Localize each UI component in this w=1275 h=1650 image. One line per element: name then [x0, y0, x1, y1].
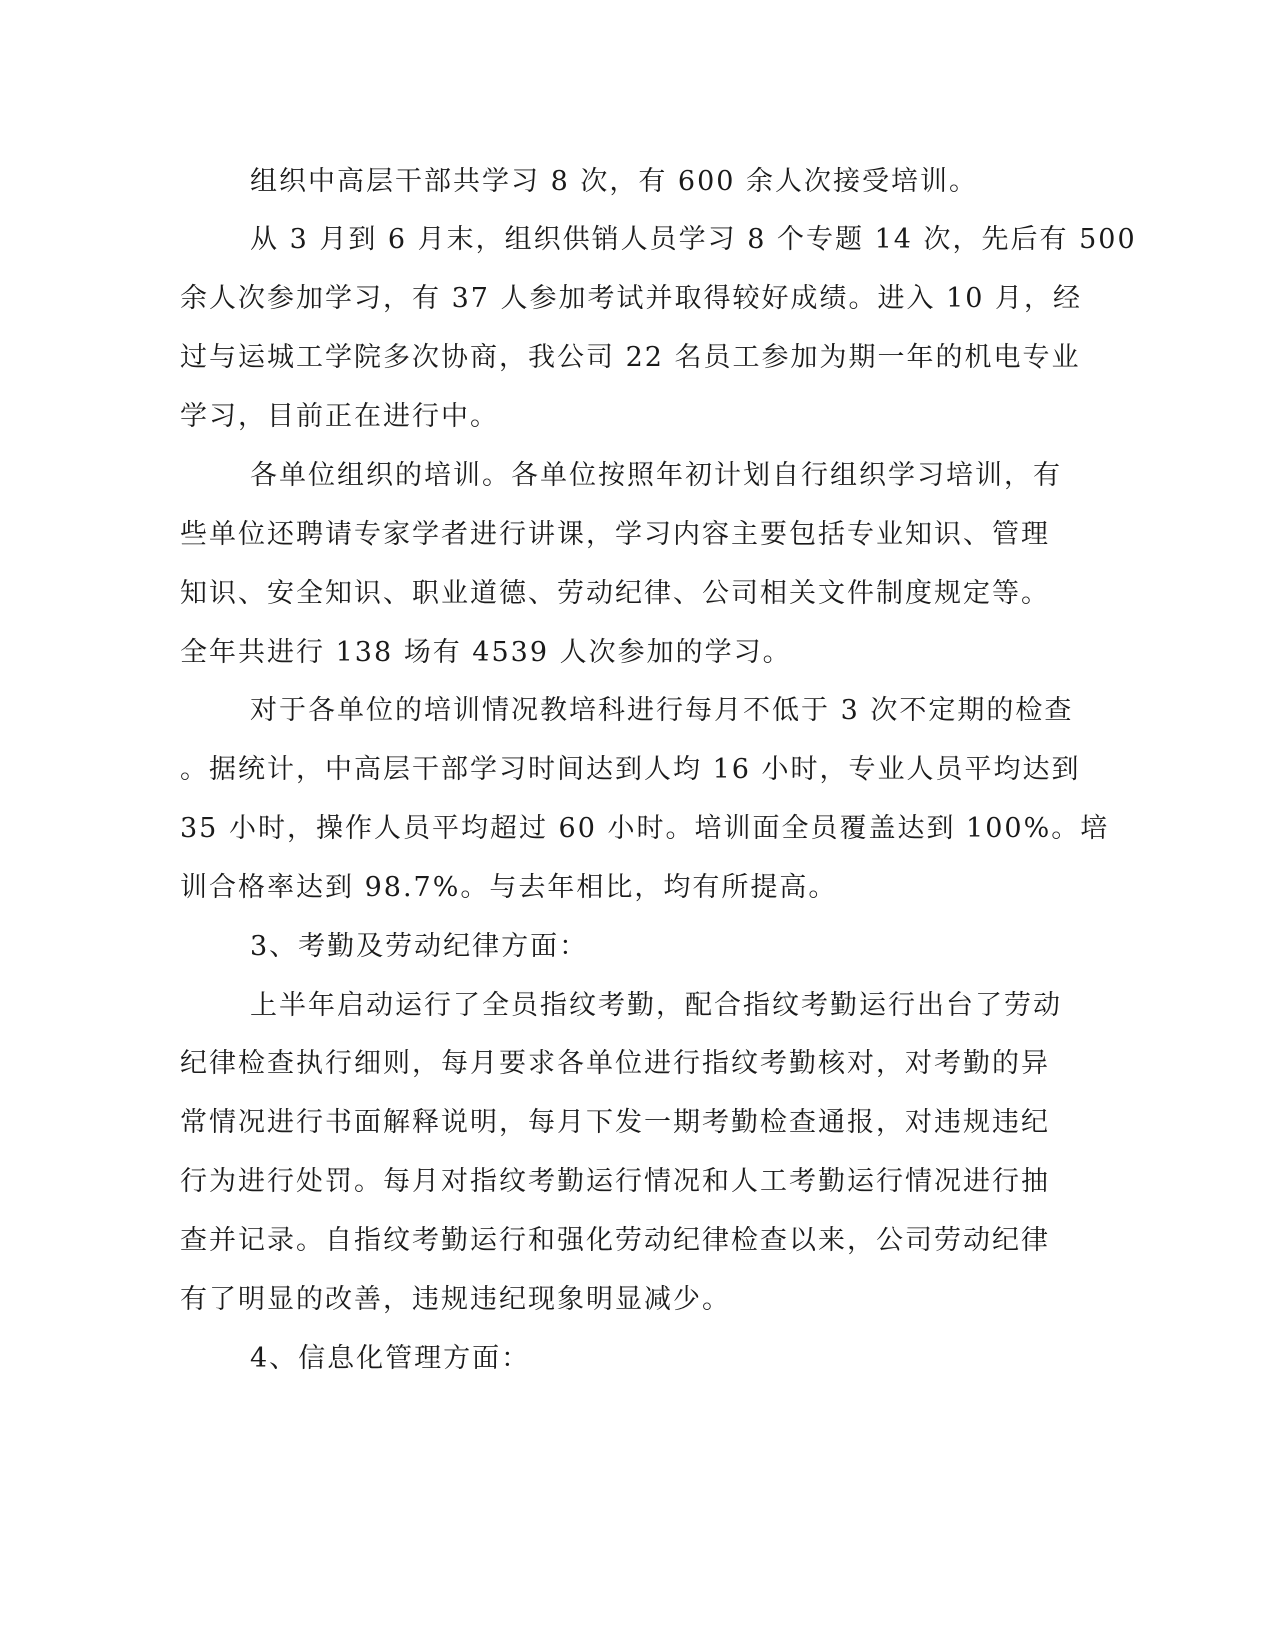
text-line: 对于各单位的培训情况教培科进行每月不低于 3 次不定期的检查	[250, 695, 1074, 726]
text-line: 些单位还聘请专家学者进行讲课，学习内容主要包括专业知识、管理	[180, 519, 1050, 550]
text-line: 训合格率达到 98.7%。与去年相比，均有所提高。	[180, 872, 838, 903]
text-line: 知识、安全知识、职业道德、劳动纪律、公司相关文件制度规定等。	[180, 578, 1050, 609]
text-line: 从 3 月到 6 月末，组织供销人员学习 8 个专题 14 次，先后有 500	[250, 224, 1137, 255]
text-line: 各单位组织的培训。各单位按照年初计划自行组织学习培训，有	[250, 460, 1062, 491]
text-line: 上半年启动运行了全员指纹考勤，配合指纹考勤运行出台了劳动	[250, 990, 1062, 1021]
text-line: 行为进行处罚。每月对指纹考勤运行情况和人工考勤运行情况进行抽	[180, 1166, 1050, 1197]
text-line: 过与运城工学院多次协商，我公司 22 名员工参加为期一年的机电专业	[180, 342, 1081, 373]
text-line: 35 小时，操作人员平均超过 60 小时。培训面全员覆盖达到 100%。培	[180, 813, 1110, 844]
text-line: 余人次参加学习，有 37 人参加考试并取得较好成绩。进入 10 月，经	[180, 283, 1083, 314]
text-line: 有了明显的改善，违规违纪现象明显减少。	[180, 1284, 731, 1315]
text-line: 组织中高层干部共学习 8 次，有 600 余人次接受培训。	[250, 166, 979, 197]
text-line: 全年共进行 138 场有 4539 人次参加的学习。	[180, 637, 792, 668]
section-heading: 4、信息化管理方面：	[250, 1343, 531, 1374]
text-line: 纪律检查执行细则，每月要求各单位进行指纹考勤核对，对考勤的异	[180, 1048, 1050, 1079]
text-line: 学习，目前正在进行中。	[180, 401, 499, 432]
text-line: 。据统计，中高层干部学习时间达到人均 16 小时，专业人员平均达到	[180, 754, 1081, 785]
text-line: 常情况进行书面解释说明，每月下发一期考勤检查通报，对违规违纪	[180, 1107, 1050, 1138]
text-line: 查并记录。自指纹考勤运行和强化劳动纪律检查以来，公司劳动纪律	[180, 1225, 1050, 1256]
section-heading: 3、考勤及劳动纪律方面：	[250, 931, 589, 962]
